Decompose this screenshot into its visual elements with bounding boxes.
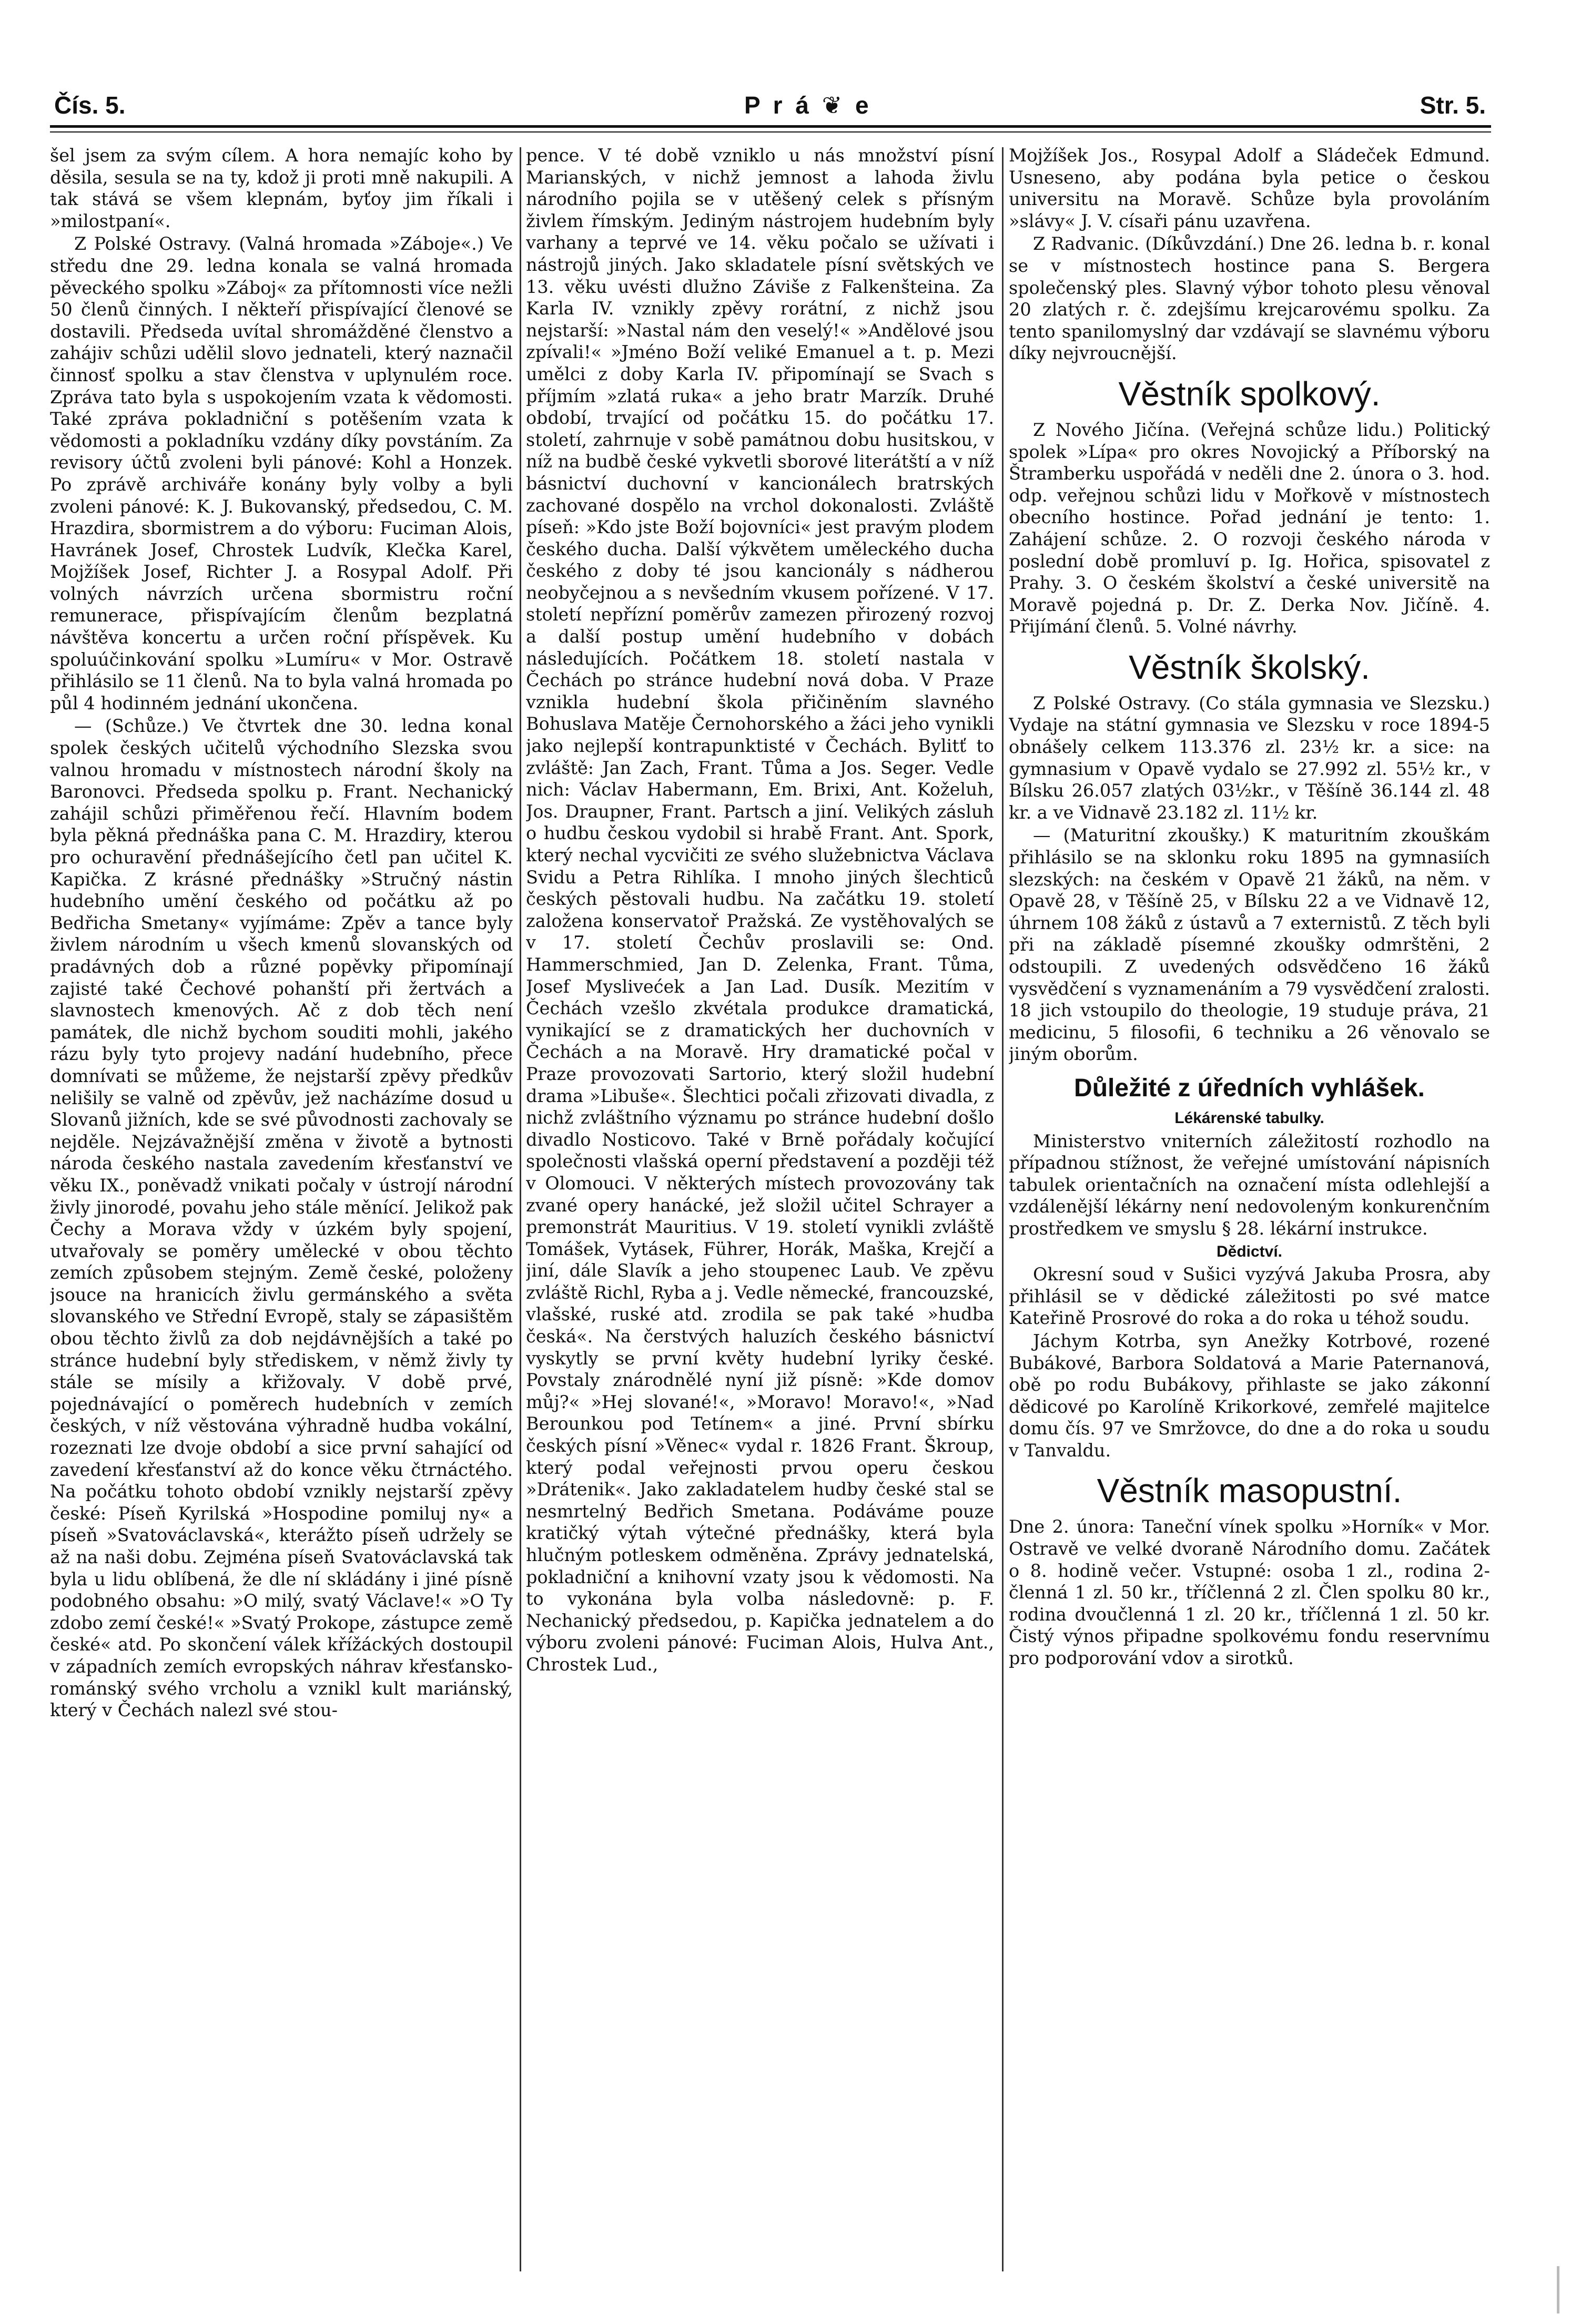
section-heading: Věstník školský. <box>1129 648 1370 686</box>
article-paragraph: — (Schůze.) Ve čtvrtek dne 30. ledna konal spolek českých učitelů východního Slezska svou valnou hromadu v místnostech národní školy na Baronovci. Předseda spolku p. Frant. Nechanický zahájil schůzi přiměřenou řečí. Hlavním bodem byla pěkná přednáška pana C. M. Hrazdiry, kterou pro ochuravění přednášejícího četl pan učitel K. Kapička. Z krásné přednášky »Stručný nástin hudebního umění českého od počátku až po Bedřicha Smetany« vyjímáme: Zpěv a tance byly živlem národním u všech kmenů slovanských od pradávných dob a různé popěvky připomínají zajisté také Čechové pohanští při žertvách a slavnostech kmenových. Ač z dob těch není památek, dle nichž bychom souditi mohli, jakého rázu byly tyto projevy nadání hudebního, přece domnívati se můžeme, že nejstarší zpěvy předkův nelišily se valně od zpěvův, jež nacházíme dosud u Slovanů jižních, kde se své původnosti zachovaly se nejděle. Nejzávažnější změna v životě a bytnosti národa českého nastala zavedením křesťanství ve věku IX., poněvadž vnikati počaly v ústrojí národní živly jinorodé, povahu jeho stále měnící. Jelikož pak Čechy a Morava vždy v úzkém byly spojení, utvařovaly se poměry umělecké v obou těchto zemích způsobem stejným. Země české, položeny jsouce na hranicích živlu germánského a světa slovanského ve Střední Evropě, staly se zápasištěm obou těchto živlů za dob nejdávnějších a také po stránce hudební byly střediskem, v němž živly ty stále se mísily a křižovaly. V době prvé, pojednávající o poměrech hudebních v zemích českých, v níž věstována výhradně hudba vokální, rozeznati lze dvoje období a sice první sahající od zavedení křesťanství až do konce věku čtrnáctého. Na počátku tohoto období vznikly nejstarší zpěvy české: Píseň Kyrilská »Hospodine pomiluj ny« a píseň »Svatováclavská«, kterážto píseň udržely se až na naši dobu. Zejména píseň Svatováclavská tak byla u lidu oblíbená, že dle ní skládány i jiné písně podobného obsahu: »O milý, svatý Václave!« »O Ty zdobo zemí české!« »Svatý Prokope, zástupce země české« atd. Po skončení válek křížáckých dostoupil v západních zemích evropských náhrav křesťansko-románský svého vrcholu a vznikl kult mariánský, který v Čechách nalezl své stou- <box>50 716 513 1721</box>
article-paragraph: Okresní soud v Sušici vyzývá Jakuba Prosra, aby přihlásil se v dědické záležitosti po své matce Kateřině Prosrové do roka a do roka u téhož soudu. <box>1009 1264 1490 1329</box>
article-paragraph: Z Radvanic. (Díkůvzdání.) Dne 26. ledna b. r. konal se v místnostech hostince pana S. Bergera společenský ples. Slavný výbor tohoto plesu věnoval 20 zlatých r. č. zdejšímu krejcarovému spolku. Za tento spanilomyslný dar vzdávají se slavnému výboru díky nejvroucnější. <box>1009 233 1490 364</box>
header-rule-thick <box>50 125 1491 128</box>
page-edge-mark <box>1557 2266 1559 2313</box>
article-paragraph: — (Maturitní zkoušky.) K maturitním zkouškám přihlásilo se na sklonku roku 1895 na gymnasiích slezských: na českém v Opavě 21 žáků, na něm. v Opavě 28, v Těšíně 25, v Bílsku 22 a ve Vidnavě 12, úhrnem 108 žáků z ústavů a 7 externistů. Z těch byli při na základě písemné zkoušky odmrštěni, 2 odstoupili. Z uvedených odsvědčeno 16 žáků vysvědčení s vyznamenáním a 79 vysvědčení zralosti. 18 jich vstoupilo do theologie, 19 studuje práva, 21 medicinu, 5 filosofii, 6 techniku a 26 věnovalo se jiným oborům. <box>1009 825 1490 1065</box>
column-middle <box>526 145 994 2279</box>
page-header <box>50 87 1491 129</box>
section-heading: Důležité z úředních vyhlášek. <box>1074 1074 1425 1102</box>
header-rule-thin <box>50 131 1491 132</box>
article-paragraph: Ministerstvo vniterních záležitostí rozhodlo na případnou stížnost, že veřejné umístování nápisních tabulek orientačních na označení místa odlehlejší a vzdálenější lékárny není nedovoleným konkurenčním prostředkem ve smyslu § 28. lékární instrukce. <box>1009 1130 1490 1239</box>
article-paragraph: Mojžíšek Jos., Rosypal Adolf a Sládeček Edmund. Usneseno, aby podána byla petice o českou universitu na Moravě. Schůze byla provoláním »slávy« J. V. císaři pánu uzavřena. <box>1009 145 1490 231</box>
article-paragraph: Z Polské Ostravy. (Valná hromada »Záboje«.) Ve středu dne 29. ledna konala se valná hromada pěveckého spolku »Záboj« za přítomnosti více nežli 50 členů činných. I někteří přispívající členové se dostavili. Předseda uvítal shromážděné členstvo a zahájiv schůzi udělil slovo jednateli, který naznačil činnosť spolku a stav členstva v uplynulém roce. Zpráva tato byla s uspokojením vzata k vědomosti. Také zpráva pokladniční s potěšením vzata k vědomosti a pokladníku vzdány díky povstáním. Za revisory účtů zvoleni byli pánové: Kohl a Honzek. Po zprávě archiváře konány byly volby a byli zvoleni pánové: K. J. Bukovanský, předsedou, C. M. Hrazdira, sbormistrem a do výboru: Fuciman Alois, Havránek Josef, Chrostek Ludvík, Klečka Karel, Mojžíšek Josef, Richter J. a Rosypal Adolf. Při volných návrzích určena sbormistru roční remunerace, přispívajícím členům bezplatná návštěva koncertu a určen roční příspěvek. Ku spoluúčinkování spolku »Lumíru« v Mor. Ostravě přihlásilo se 11 členů. Na to byla valná hromada po půl 4 hodinném jednání ukončena. <box>50 233 513 713</box>
page-number: Str. 5. <box>1420 91 1486 119</box>
article-paragraph: pence. V té době vzniklo u nás množství písní Marianských, v nichž jemnost a lahoda živlu národního pojila se v utěšený celek s přísným živlem římským. Jediným nástrojem hudebním byly varhany a teprvé ve 14. věku počalo se užívati i nástrojů jiných. Jako skladatele písní světských ve 13. věku uvésti dlužno Záviše z Falkenšteina. Za Karla IV. vznikly zpěvy rorátní, z nichž jsou nejstarší: »Nastal nám den veselý!« »Andělové jsou zpívali!« »Jméno Boží veliké Emanuel a t. p. Mezi umělci z doby Karla IV. připomínají se Svach s příjmím »zlatá ruka« a jeho bratr Marzík. Druhé období, trvající od počátku 15. do počátku 17. století, zahrnuje v sobě památnou dobu husitskou, v níž na budbě české vykvetli sborové literátští a v níž básnictví duchovní v kancionálech bratrských zachované dospělo na vrchol dokonalosti. Zvláště píseň: »Kdo jste Boží bojovníci« jest pravým plodem českého ducha. Další výkvětem uměleckého ducha českého z doby té jsou kancionály s nádherou neobyčejnou a s nevšedním vkusem pořízené. V 17. století nepřízní poměrův zamezen přirozený rozvoj a další postup umění hudebního v dobách následujících. Počátkem 18. století nastala v Čechách po stránce hudební nová doba. V Praze vznikla hudební škola přičiněním slavného Bohuslava Matěje Černohorského a žáci jeho vynikli jako nejlepší kontrapunktisté v Čechách. Bylitť to zvláště: Jan Zach, Frant. Tůma a Jos. Seger. Vedle nich: Václav Habermann, Em. Brixi, Ant. Koželuh, Jos. Draupner, Frant. Partsch a jiní. Velikých zásluh o hudbu českou vydobil si hrabě Frant. Ant. Spork, který nechal vycvičiti ze svého služebnictva Václava Svidu a Petra Rihlíka. I mnoho jiných šlechticů českých pěstovali hudbu. Na začátku 19. století založena konservatoř Pražská. Ze vystěhovalých se v 17. století Čechův proslavili se: Ond. Hammerschmied, Jan D. Zelenka, Frant. Tůma, Josef Myslivećek a Jan Lad. Dusík. Mezitím v Čechách vzešlo zkvétala produkce dramatická, vynikající se z dramatických her duchovních v Čechách a na Moravě. Hry dramatické počal v Praze provozovati Sartorio, který složil hudební drama »Libuše«. Šlechtici počali zřizovati divadla, z nichž zvláštního významu po stránce hudební došlo divadlo Nosticovo. Také v Brně pořádaly kočující společnosti vlašská operní představení a později též v Olomouci. V některých místech provozovány tak zvané opery hanácké, jež složil učitel Schrayer a premonstrát Mauritius. V 19. století vynikli zvláště Tomášek, Vytásek, Führer, Horák, Maška, Krejčí a jiní, dále Slavík a jeho stoupenec Laub. Ve zpěvu zvláště Richl, Ryba a j. Vedle německé, francouzské, vlašské, ruské atd. zrodila se pak také »hudba česká«. Na čerstvých haluzích českého básnictví vyskytly se první květy hudební lyriky české. Povstaly znárodnělé nyní již písně: »Kde domov můj?« »Hej slované!«, »Moravo! Moravo!«, »Nad Berounkou pod Tetínem« a jiné. První sbírku českých písní »Věnec« vydal r. 1826 Frant. Škroup, který podal veřejnosti prvou operu českou »Drátenik«. Jako zakladatelem hudby české stal se nesmrtelný Bedřich Smetana. Podáváme pouze kratičký výtah výtečné přednášky, která byla hlučným potleskem odměněna. Zprávy jednatelská, pokladniční a knihovní vzaty jsou k vědomosti. Na to vykonána byla volba následovně: p. F. Nechanický předsedou, p. Kapička jednatelem a do výboru zvoleni pánové: Fuciman Alois, Hulva Ant., Chrostek Lud., <box>526 145 994 1675</box>
column-left <box>50 145 513 2279</box>
newspaper-title: P r á ❦ e <box>744 91 872 119</box>
article-paragraph: Jáchym Kotrba, syn Anežky Kotrbové, rozené Bubákové, Barbora Soldatová a Marie Paternanová, obě po rodu Bubákovy, přihlaste se jako zákonní dědicové po Karolíně Krikorkové, zemřelé majitelce domu čís. 97 ve Smržovce, do dne a do roka u soudu v Tanvaldu. <box>1009 1330 1490 1461</box>
column-divider <box>520 147 521 2271</box>
article-paragraph: Dne 2. února: Taneční vínek spolku »Horník« v Mor. Ostravě ve velké dvoraně Národního domu. Začátek o 8. hodině večer. Vstupné: osoba 1 zl., rodina 2-členná 1 zl. 50 kr., tříčlenná 2 zl. Člen spolku 80 kr., rodina dvoučlenná 1 zl. 20 kr., tříčlenná 1 zl. 50 kr. Čistý výnos připadne spolkovému fondu reservnímu pro podporování vdov a sirotků. <box>1009 1516 1490 1669</box>
section-heading: Věstník masopustní. <box>1097 1472 1402 1510</box>
column-right <box>1009 145 1490 2279</box>
issue-number: Čís. 5. <box>54 91 126 119</box>
subheading: Lékárenské tabulky. <box>1174 1109 1324 1127</box>
article-paragraph: šel jsem za svým cílem. A hora nemajíc koho by děsila, sesula se na ty, kdož ji proti mně nakupili. A tak stává se všem klepnám, byťoy jim říkali i »milostpaní«. <box>50 145 513 231</box>
subheading: Dědictví. <box>1216 1242 1283 1260</box>
column-divider <box>1002 147 1004 2271</box>
section-heading: Věstník spolkový. <box>1118 374 1381 413</box>
article-paragraph: Z Polské Ostravy. (Co stála gymnasia ve Slezsku.) Vydaje na státní gymnasia ve Slezsku v roce 1894-5 obnášely celkem 113.376 zl. 23½ kr. a sice: na gymnasium v Opavě vydalo se 27.992 zl. 55½ kr., v Bílsku 26.057 zlatých 03½kr., v Těšíně 36.144 zl. 48 kr. a ve Vidnavě 23.182 zl. 11½ kr. <box>1009 692 1490 823</box>
article-paragraph: Z Nového Jičína. (Veřejná schůze lidu.) Politický spolek »Lípa« pro okres Novojický a Příborský na Štramberku uspořádá v neděli dne 2. února o 3. hod. odp. veřejnou schůzi lidu v Mořkově v místnostech obecního hostince. Pořad jednání je tento: 1. Zahájení schůze. 2. O rozvoji českého národa v poslední době promluví p. Ig. Hořica, spisovatel z Prahy. 3. O českém školství a české universitě na Moravě pojedná p. Dr. Z. Derka Nov. Jičíně. 4. Přijímání členů. 5. Volné návrhy. <box>1009 419 1490 637</box>
